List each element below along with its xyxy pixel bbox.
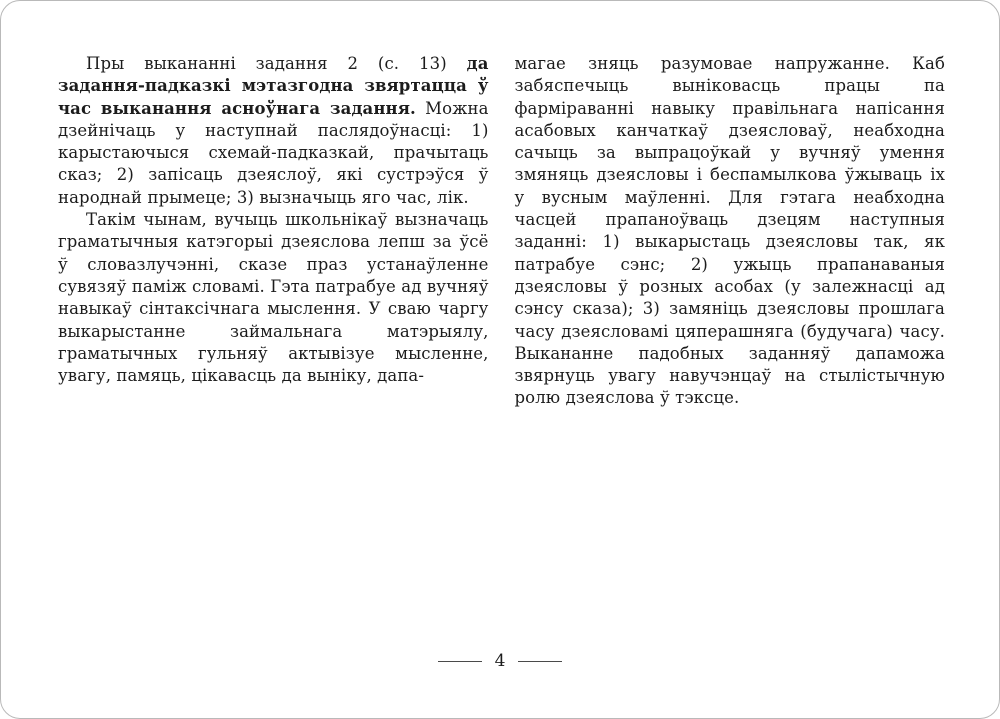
footer-left-rule [438,661,482,662]
paragraph [515,53,946,410]
text-segment: Такім чынам, вучыць школьнікаў вызначаць граматычныя катэгорыі дзеяслова лепш за ўсё ў словазлучэнні, сказе праз устанаўленне сувязяў паміж словамі. Гэта патрабуе ад вучняў навыкаў сінтаксічнага мыслення. У сваю чаргу выкарыстанне займальнага матэрыялу, граматычных гульняў актывізуе мысленне, увагу, памяць, цікавасць да выніку, дапа- [58,210,489,386]
right-column [515,53,946,410]
page-number: 4 [494,651,506,671]
text-segment: Пры выкананні задання 2 (с. 13) [86,54,467,73]
text-segment: магае зняць разумовае напружанне. Каб забяспечыць выніковасць працы па фарміраванні навыку правільнага напісання асабовых канчаткаў дзеясловаў, неабходна сачыць за выпрацоўкай у вучняў умення змяняць дзеясловы і беспамылкова ўжываць іх у вусным маўленні. Для гэтага неабходна часцей прапаноўваць дзецям наступныя заданні: 1) выкарыстаць дзеясловы так, як патрабуе сэнс; 2) ужыць прапанаваныя дзеясловы ў розных асобах (у залежнасці ад сэнсу сказа); 3) замяніць дзеясловы прошлага часу дзеясловамі цяперашняга (будучага) часу. Выкананне падобных заданняў дапаможа звярнуць увагу навучэнцаў на стылістычную ролю дзеяслова ў тэксце. [514,54,945,408]
page-footer [1,651,999,671]
bold-text-segment: да задання-падказкі мэтазгодна звяртацца ў час выканання асноўнага задання. [58,54,489,118]
text-segment: Можна дзейнічаць у наступнай паслядоўнасці: 1) карыстаючыся схемай-падказкай, прачытаць сказ; 2) запісаць дзеяслоў, які сустрэўся ў народнай прымеце; 3) вызначыць яго час, лік. [58,98,489,207]
footer-right-rule [518,661,562,662]
paragraph [58,209,489,387]
page-body [58,53,945,410]
paragraph [58,53,489,209]
left-column [58,53,489,410]
